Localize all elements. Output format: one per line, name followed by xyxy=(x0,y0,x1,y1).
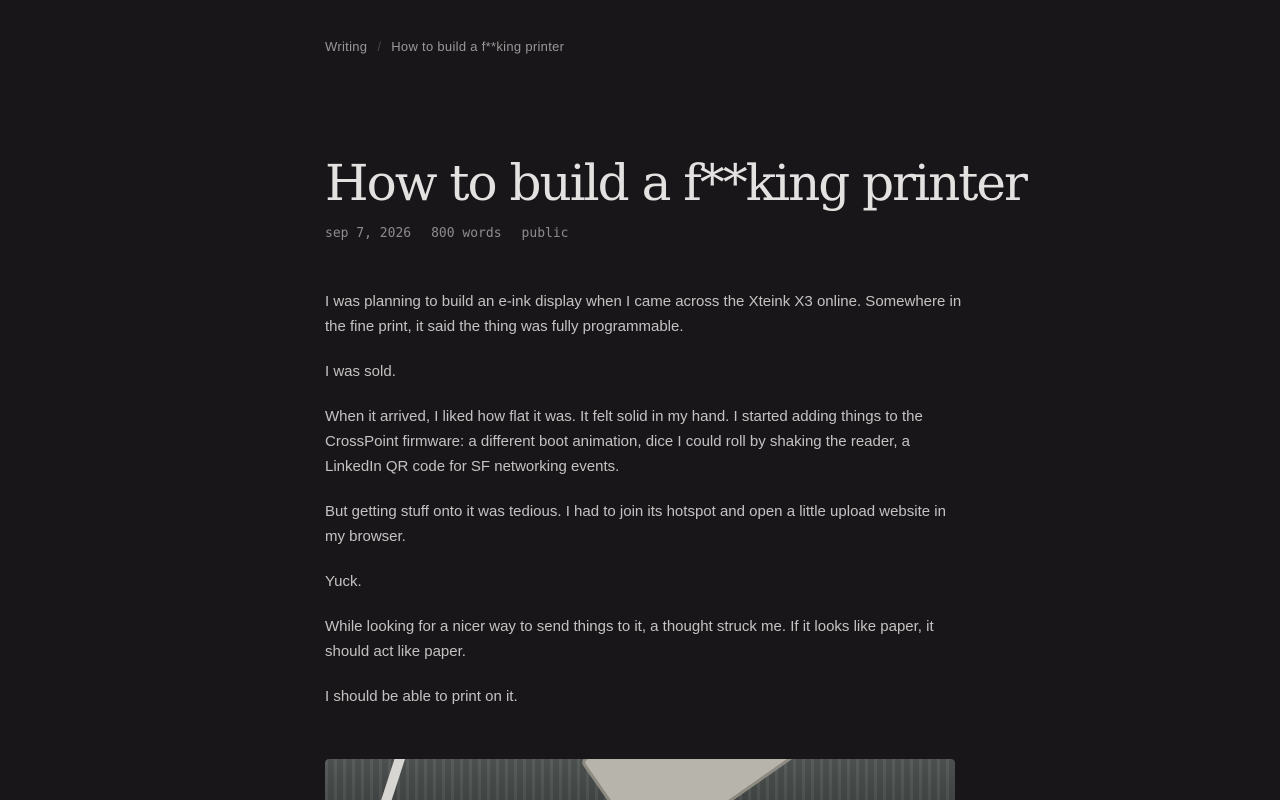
article-date: sep 7, 2026 xyxy=(325,226,412,241)
breadcrumb-separator: / xyxy=(377,39,382,54)
paragraph: I was sold. xyxy=(325,363,396,380)
paragraph: While looking for a nicer way to send things to it, a thought struck me. If it looks like paper, it should act like paper. xyxy=(325,618,934,660)
breadcrumb-link-writing[interactable]: Writing xyxy=(325,39,368,54)
article-visibility: public xyxy=(521,226,569,241)
article-meta xyxy=(325,226,569,241)
breadcrumb xyxy=(325,39,564,54)
article-body xyxy=(325,289,965,729)
paragraph: When it arrived, I liked how flat it was. It felt solid in my hand. I started adding things to the CrossPoint firmware: a different boot animation, dice I could roll by shaking the reader, a LinkedIn QR code for SF networking events. xyxy=(325,408,923,475)
hero-cable-shape xyxy=(373,759,407,800)
breadcrumb-current: How to build a f**king printer xyxy=(391,39,565,54)
article-word-count: 800 words xyxy=(431,226,502,241)
paragraph: I should be able to print on it. xyxy=(325,688,518,705)
paragraph: I was planning to build an e-ink display when I came across the Xteink X3 online. Somewhere in the fine print, it said the thing was fully programmable. xyxy=(325,293,962,335)
hero-device-shape xyxy=(580,759,862,800)
paragraph: But getting stuff onto it was tedious. I had to join its hotspot and open a little upload website in my browser. xyxy=(325,503,946,545)
paragraph: Yuck. xyxy=(325,573,362,590)
page-title: How to build a f**king printer xyxy=(325,154,1026,212)
article-hero-image xyxy=(325,759,955,800)
